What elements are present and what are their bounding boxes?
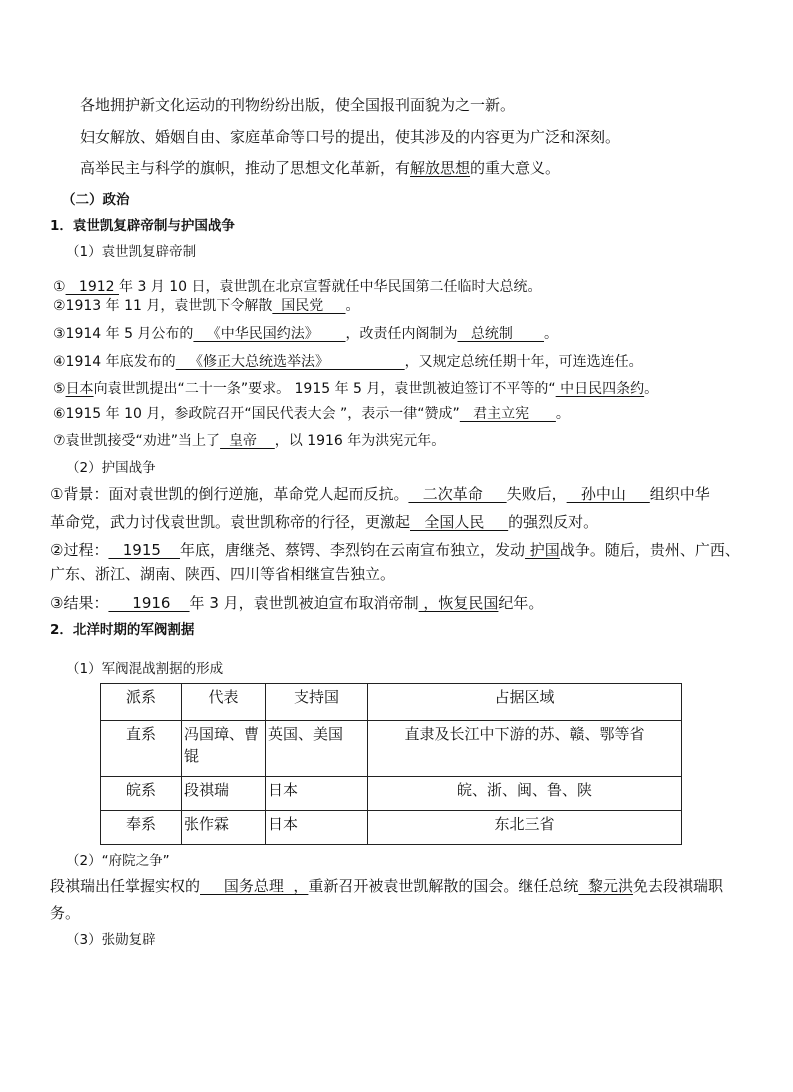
intro-paragraph-1 <box>80 95 515 115</box>
text: 年底，唐继尧、蔡锷、李烈钧在云南宣布独立，发动 <box>180 541 526 559</box>
subtopic-heading: （3）张勋复辟 <box>66 932 156 948</box>
text: ④1914 年底发布的 <box>53 354 176 370</box>
answer-blank: 君主立宪 <box>459 406 556 422</box>
answer-blank: 二次革命 <box>408 485 507 503</box>
item-4 <box>53 352 643 372</box>
text: ③结果： <box>50 594 109 612</box>
table-cell: 张作霖 <box>182 811 266 845</box>
text: 的重大意义。 <box>470 159 561 177</box>
process-line-2: 广东、浙江、湖南、陕西、四川等省相继宣告独立。 <box>50 565 396 583</box>
text: 组织中华 <box>649 485 710 503</box>
table-header-row <box>101 684 682 721</box>
table-cell: 直隶及长江中下游的苏、赣、鄂等省 <box>368 721 682 777</box>
process-line-1 <box>50 540 740 560</box>
table-header: 代表 <box>182 684 266 721</box>
fuyuan-line-2: 务。 <box>50 904 81 922</box>
topic-heading: 2．北洋时期的军阀割据 <box>50 622 195 638</box>
text: 年 3 月 10 日，袁世凯在北京宣誓就任中华民国第二任临时大总统。 <box>119 279 542 295</box>
table-header: 支持国 <box>266 684 368 721</box>
subtopic-heading: （1）军阀混战割据的形成 <box>66 661 224 677</box>
text: ⑤ <box>53 381 66 397</box>
item-2 <box>53 296 360 316</box>
text: 年 3 月，袁世凯被迫宣布取消帝制 <box>189 594 419 612</box>
fuyuan-line-1 <box>50 876 723 896</box>
answer-blank: 孙中山 <box>566 485 650 503</box>
text: 的强烈反对。 <box>508 513 599 531</box>
section-heading: （二）政治 <box>62 192 130 208</box>
text: 革命党，武力讨伐袁世凯。袁世凯称帝的行径，更激起 <box>50 513 411 531</box>
answer-blank: 1915 <box>108 541 181 559</box>
answer-blank: 护国 <box>525 541 560 559</box>
answer-blank: 总统制 <box>457 326 545 342</box>
table-cell: 段祺瑞 <box>182 777 266 811</box>
answer-blank: 国民党 <box>272 298 346 314</box>
text: ③1914 年 5 月公布的 <box>53 326 194 342</box>
table-cell: 皖、浙、闽、鲁、陕 <box>368 777 682 811</box>
table-row <box>101 777 682 811</box>
table-cell: 日本 <box>266 811 368 845</box>
answer-blank: 黎元洪 <box>578 877 633 895</box>
intro-text: 妇女解放、婚姻自由、家庭革命等口号的提出，使其涉及的内容更为广泛和深刻。 <box>80 128 621 146</box>
table-row <box>101 721 682 777</box>
answer-blank: 1912 <box>65 279 119 295</box>
topic-heading: 1．袁世凯复辟帝制与护国战争 <box>50 218 235 234</box>
answer-blank: ，恢复民国 <box>418 594 499 612</box>
item-3 <box>53 324 558 344</box>
text: ⑦袁世凯接受“劝进”当上了 <box>53 433 221 449</box>
item-6 <box>53 404 570 424</box>
answer-blank: 解放思想 <box>410 159 471 177</box>
table-cell: 日本 <box>266 777 368 811</box>
answer-blank: 皇帝 <box>220 433 275 449</box>
table-cell: 直系 <box>101 721 182 777</box>
text: 。 <box>544 326 559 342</box>
text: ① <box>53 279 66 295</box>
text: 失败后， <box>506 485 567 503</box>
answer-blank: 中日民四条约 <box>555 381 645 397</box>
text: 向袁世凯提出“二十一条”要求。 1915 年 5 月，袁世凯被迫签订不平等的“ <box>93 381 556 397</box>
text: ，改责任内阁制为 <box>345 326 458 342</box>
text: ，又规定总统任期十年，可连选连任。 <box>404 354 643 370</box>
table-cell: 东北三省 <box>368 811 682 845</box>
text: 纪年。 <box>498 594 544 612</box>
subtopic-heading: （1）袁世凯复辟帝制 <box>66 244 197 260</box>
intro-paragraph-3 <box>80 158 560 178</box>
text: 。 <box>555 406 570 422</box>
answer-blank: 国务总理 ， <box>200 877 309 895</box>
text: ，以 1916 年为洪宪元年。 <box>274 433 446 449</box>
background-line-2 <box>50 512 598 532</box>
table-cell: 英国、美国 <box>266 721 368 777</box>
text: 高举民主与科学的旗帜，推动了思想文化革新，有 <box>80 159 411 177</box>
text: 。 <box>345 298 360 314</box>
text: 。 <box>644 381 659 397</box>
item-1 <box>53 277 542 297</box>
text: ①背景：面对袁世凯的倒行逆施，革命党人起而反抗。 <box>50 485 409 503</box>
text: 重新召开被袁世凯解散的国会。继任总统 <box>308 877 579 895</box>
answer-blank: 《中华民国约法》 <box>193 326 346 342</box>
answer-blank: 日本 <box>65 381 94 397</box>
table-cell: 奉系 <box>101 811 182 845</box>
warlords-table <box>100 683 682 845</box>
text: 段祺瑞出任掌握实权的 <box>50 877 201 895</box>
item-5 <box>53 379 658 399</box>
intro-text: 各地拥护新文化运动的刊物纷纷出版，使全国报刊面貌为之一新。 <box>80 96 516 114</box>
result-line <box>50 593 543 613</box>
text: 免去段祺瑞职 <box>632 877 723 895</box>
table-cell: 冯国璋、曹锟 <box>182 721 266 777</box>
text: ②过程： <box>50 541 109 559</box>
text: 战争。随后，贵州、广西、 <box>559 541 740 559</box>
text: ②1913 年 11 月，袁世凯下令解散 <box>53 298 273 314</box>
table-row <box>101 811 682 845</box>
table-header: 占据区域 <box>368 684 682 721</box>
answer-blank: 1916 <box>108 594 190 612</box>
item-7 <box>53 431 445 451</box>
background-line-1 <box>50 484 710 504</box>
subtopic-heading: （2）“府院之争” <box>66 853 170 869</box>
answer-blank: 全国人民 <box>410 513 509 531</box>
answer-blank: 《修正大总统选举法》 <box>175 354 405 370</box>
intro-paragraph-2 <box>80 127 620 147</box>
table-header: 派系 <box>101 684 182 721</box>
table-cell: 皖系 <box>101 777 182 811</box>
subtopic-heading: （2）护国战争 <box>66 460 156 476</box>
text: ⑥1915 年 10 月，参政院召开“国民代表大会 ”，表示一律“赞成” <box>53 406 460 422</box>
